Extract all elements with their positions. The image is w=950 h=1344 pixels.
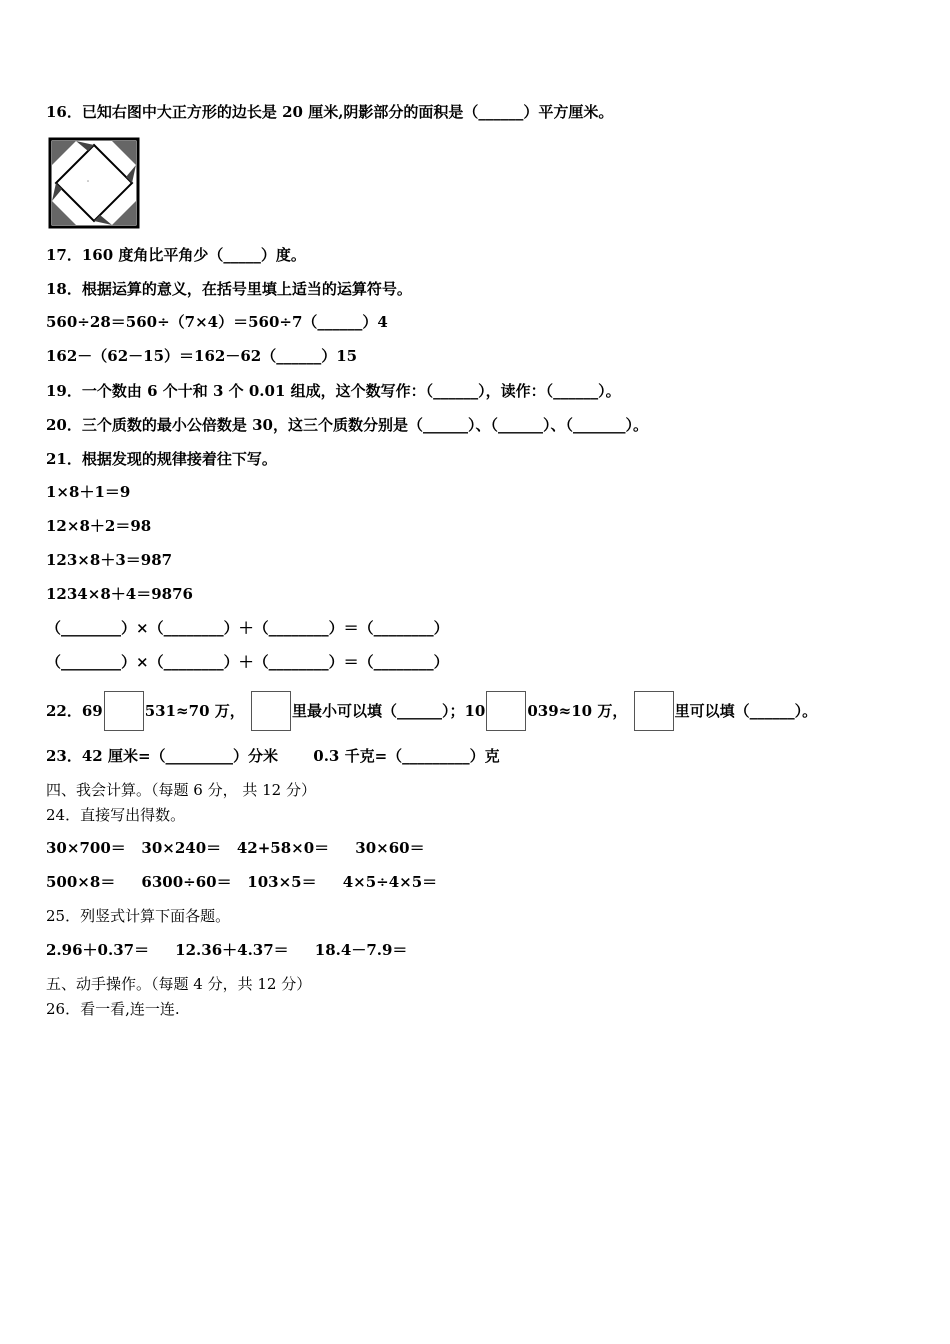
pattern-line-1: 1×8＋1＝9 [46,483,131,501]
question-25-row: 2.96＋0.37＝ 12.36＋4.37＝ 18.4－7.9＝ [46,941,408,959]
question-22 [46,689,817,732]
q22-part-5: 里可以填（______）。 [674,702,818,720]
pattern-blank-line-2: （________）×（________）＋（________）＝（________） [46,653,449,671]
pattern-line-4: 1234×8＋4＝9876 [46,585,193,603]
question-24-row-2: 500×8＝ 6300÷60＝ 103×5＝ 4×5÷4×5＝ [46,873,438,891]
pattern-line-3: 123×8＋3＝987 [46,551,173,569]
answer-box-2[interactable] [251,691,291,731]
section-5-title: 五、动手操作。（每题 4 分，共 12 分） [46,975,312,993]
section-4-title: 四、我会计算。（每题 6 分， 共 12 分） [46,781,316,799]
question-23: 23．42 厘米=（_________）分米 0.3 千克=（_________）克 [46,747,500,765]
answer-box-1[interactable] [104,691,144,731]
question-19: 19．一个数由 6 个十和 3 个 0.01 组成，这个数写作：（______），读作：（______）。 [46,382,621,400]
question-21: 21．根据发现的规律接着往下写。 [46,450,277,468]
question-24: 24．直接写出得数。 [46,806,186,824]
square-figure [48,137,140,229]
q22-part-3: 里最小可以填（______）；10 [291,702,486,720]
question-17: 17．160 度角比平角少（_____）度。 [46,246,306,264]
pattern-blank-line-1: （________）×（________）＋（________）＝（________） [46,619,449,637]
question-18: 18．根据运算的意义，在括号里填上适当的运算符号。 [46,280,412,298]
q22-part-4: 039≈10 万， [527,702,628,720]
q22-part-2: 531≈70 万， [144,702,245,720]
question-24-row-1: 30×700＝ 30×240＝ 42+58×0＝ 30×60＝ [46,839,425,857]
question-20: 20．三个质数的最小公倍数是 30，这三个质数分别是（______）、（______）、（_______）。 [46,416,648,434]
q22-part-1: 22．69 [46,702,103,720]
pattern-line-2: 12×8＋2＝98 [46,517,152,535]
question-25: 25．列竖式计算下面各题。 [46,907,231,925]
answer-box-3[interactable] [486,691,526,731]
question-26: 26．看一看,连一连. [46,1000,180,1018]
question-18-line-1: 560÷28＝560÷（7×4）＝560÷7（______）4 [46,313,388,331]
answer-box-4[interactable] [634,691,674,731]
question-18-line-2: 162－（62－15）＝162－62（______）15 [46,347,358,365]
question-16: 16．已知右图中大正方形的边长是 20 厘米,阴影部分的面积是（______）平方厘米。 [46,103,614,121]
